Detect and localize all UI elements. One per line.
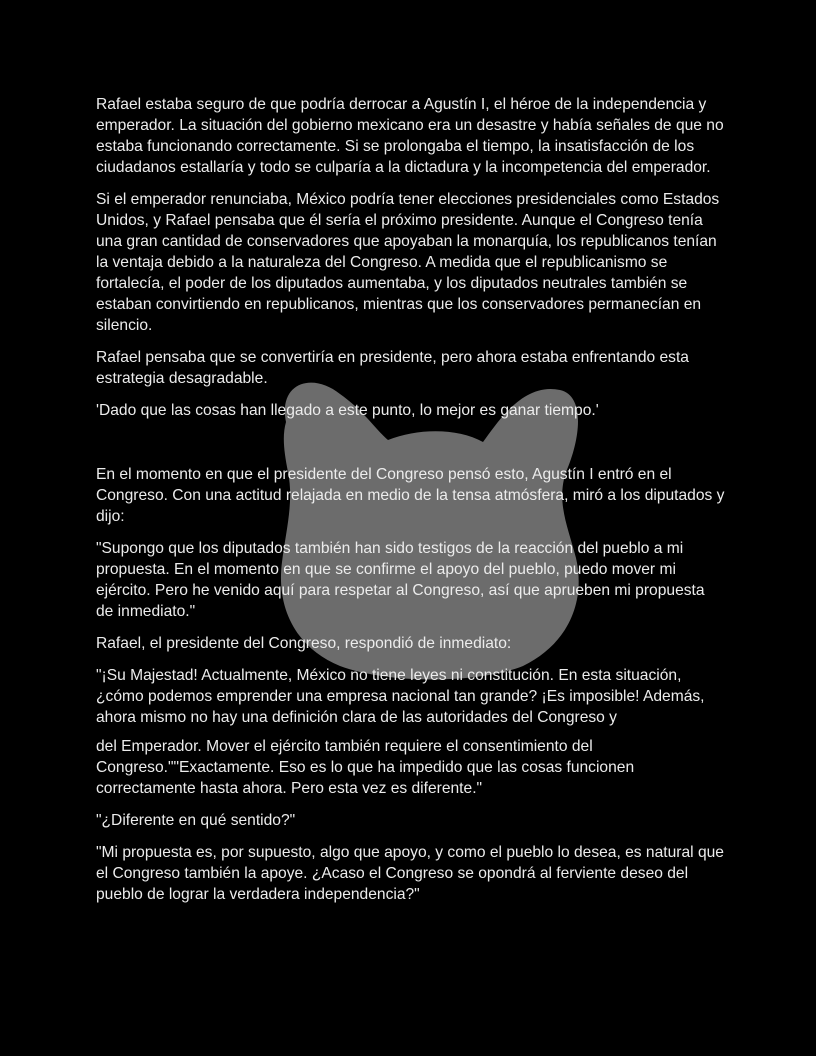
paragraph: "¡Su Majestad! Actualmente, México no tiene leyes ni constitución. En esta situación, ¿cómo podemos emprender una empresa nacional tan grande? ¡Es imposible! Además, ahora mismo no hay una definición clara de las autoridades del Congreso y [96, 667, 705, 726]
paragraph-split [96, 665, 726, 799]
paragraph: "¿Diferente en qué sentido?" [96, 812, 296, 829]
paragraph: Rafael pensaba que se convertiría en presidente, pero ahora estaba enfrentando esta estrategia desagradable. [96, 349, 689, 387]
paragraph: 'Dado que las cosas han llegado a este punto, lo mejor es ganar tiempo.' [96, 402, 599, 419]
document-body [96, 94, 726, 916]
paragraph: "Mi propuesta es, por supuesto, algo que apoyo, y como el pueblo lo desea, es natural que el Congreso también la apoye. ¿Acaso el Congreso se opondrá al ferviente deseo del pueblo de lograr la verdadera independencia?" [96, 844, 724, 903]
paragraph: Rafael estaba seguro de que podría derrocar a Agustín I, el héroe de la independencia y emperador. La situación del gobierno mexicano era un desastre y había señales de que no estaba funcionando correctamente. Si se prolongaba el tiempo, la insatisfacción de los ciudadanos estallaría y todo se culparía a la dictadura y la incompetencia del emperador. [96, 96, 724, 176]
paragraph: Si el emperador renunciaba, México podría tener elecciones presidenciales como Estados Unidos, y Rafael pensaba que él sería el próximo presidente. Aunque el Congreso tenía una gran cantidad de conservadores que apoyaban la monarquía, los republicanos tenían la ventaja debido a la naturaleza del Congreso. A medida que el republicanismo se fortalecía, el poder de los diputados aumentaba, y los diputados neutrales también se estaban convirtiendo en republicanos, mientras que los conservadores permanecían en silencio. [96, 191, 720, 334]
paragraph: En el momento en que el presidente del Congreso pensó esto, Agustín I entró en el Congreso. Con una actitud relajada en medio de la tensa atmósfera, miró a los diputados y dijo: [96, 466, 725, 525]
paragraph: "Supongo que los diputados también han sido testigos de la reacción del pueblo a mi propuesta. En el momento en que se confirme el apoyo del pueblo, puedo mover mi ejército. Pero he venido aquí para respetar al Congreso, así que aprueben mi propuesta de inmediato." [96, 540, 705, 620]
paragraph-continuation: del Emperador. Mover el ejército también requiere el consentimiento del Congreso.""Exactamente. Eso es lo que ha impedido que las cosas funcionen correctamente hasta ahora. Pero esta vez es diferente." [96, 738, 635, 797]
paragraph: Rafael, el presidente del Congreso, respondió de inmediato: [96, 635, 512, 652]
